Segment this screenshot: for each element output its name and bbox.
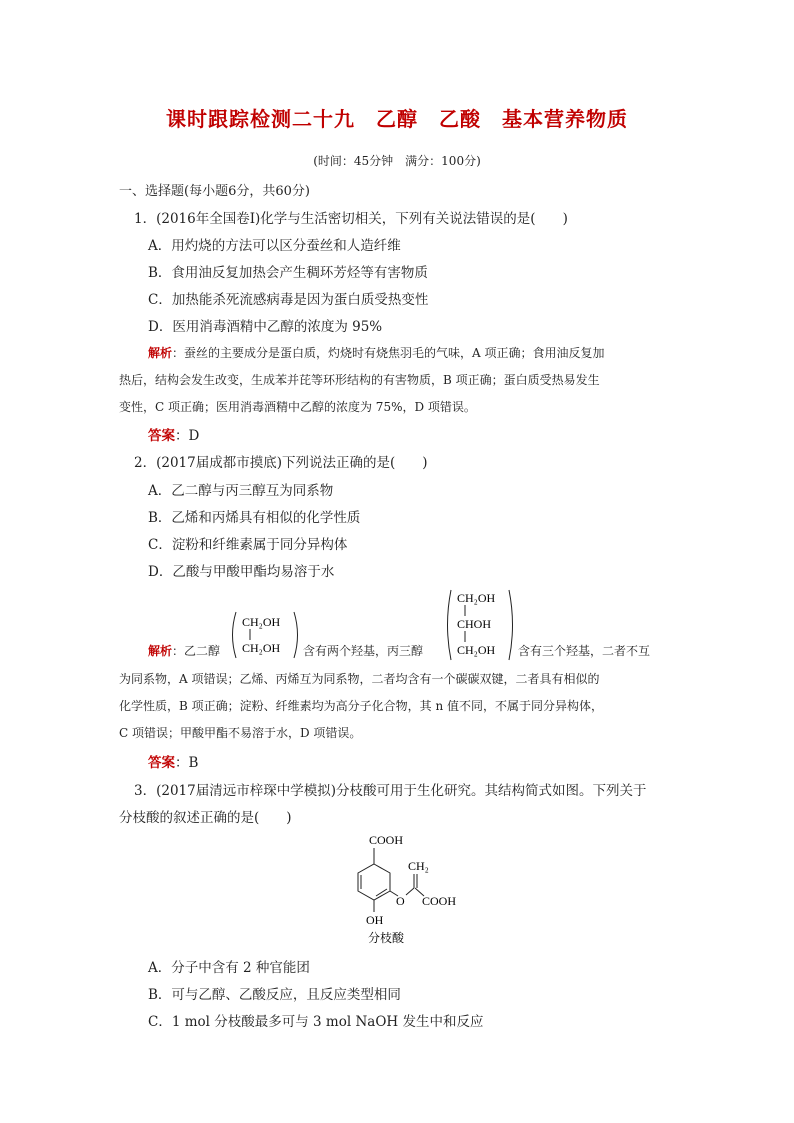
q2-explanation-post: 含有三个羟基，二者不互 xyxy=(518,644,651,658)
q3-option-a: A．分子中含有 2 种官能团 xyxy=(148,960,310,976)
struct-cooh-side: COOH xyxy=(422,894,457,908)
struct-caption: 分枝酸 xyxy=(368,931,405,945)
q3-option-c: C．1 mol 分枝酸最多可与 3 mol NaOH 发生中和反应 xyxy=(148,1014,484,1030)
q3-stem-line1: 3．(2017届清远市梓琛中学模拟)分枝酸可用于生化研究。其结构简式如图。下列关于 xyxy=(134,783,647,799)
q2-explanation-line4: C 项错误；甲酸甲酯不易溶于水，D 项错误。 xyxy=(119,726,362,740)
ring xyxy=(358,864,390,900)
page-title: 课时跟踪检测二十九 乙醇 乙酸 基本营养物质 xyxy=(166,107,628,131)
q2-option-c: C．淀粉和纤维素属于同分异构体 xyxy=(148,537,348,553)
q2-answer: 答案：B xyxy=(148,755,199,771)
chorismic-acid-structure xyxy=(336,828,476,948)
struct-ether-o: O xyxy=(396,894,405,908)
q1-option-b: B．食用油反复加热会产生稠环芳烃等有害物质 xyxy=(148,265,428,281)
explanation-label: 解析 xyxy=(148,346,173,360)
glycol-structure xyxy=(228,610,302,660)
glycerol-ch2oh-bottom: CH₂OH xyxy=(457,643,496,657)
q2-explanation-line3: 化学性质，B 项正确；淀粉、纤维素均为高分子化合物，其 n 值不同，不属于同分异构体， xyxy=(119,699,603,713)
q1-option-c: C．加热能杀死流感病毒是因为蛋白质受热变性 xyxy=(148,292,429,308)
q1-option-a: A．用灼烧的方法可以区分蚕丝和人造纤维 xyxy=(148,238,401,254)
q1-option-d: D．医用消毒酒精中乙醇的浓度为 95% xyxy=(148,319,383,335)
glycol-ch2oh-bottom: CH₂OH xyxy=(242,641,281,655)
time-score-subtitle: (时间：45分钟 满分：100分) xyxy=(313,154,481,168)
q1-explanation-line2: 热后，结构会发生改变，生成苯并芘等环形结构的有害物质，B 项正确；蛋白质受热易发生 xyxy=(119,373,600,387)
section-heading: 一、选择题(每小题6分，共60分) xyxy=(119,184,310,199)
q2-explanation-mid: 含有两个羟基，丙三醇 xyxy=(303,644,424,658)
struct-ch2: CH₂ xyxy=(408,859,429,873)
glycol-ch2oh-top: CH₂OH xyxy=(242,615,281,629)
q1-answer: 答案：D xyxy=(148,428,200,444)
q3-option-b: B．可与乙醇、乙酸反应，且反应类型相同 xyxy=(148,987,401,1003)
q1-explanation-line3: 变性，C 项正确；医用消毒酒精中乙醇的浓度为 75%，D 项错误。 xyxy=(119,400,476,414)
glycerol-structure xyxy=(443,588,517,662)
q2-option-d: D．乙酸与甲酸甲酯均易溶于水 xyxy=(148,564,335,580)
struct-cooh-top: COOH xyxy=(369,833,404,847)
q3-stem-line2: 分枝酸的叙述正确的是( ) xyxy=(119,810,292,826)
q2-explanation-pre: 解析：乙二醇 xyxy=(148,644,221,658)
struct-oh: OH xyxy=(366,913,384,927)
glycerol-choh: CHOH xyxy=(457,617,492,631)
q1-explanation-line1: 解析：蚕丝的主要成分是蛋白质，灼烧时有烧焦羽毛的气味，A 项正确；食用油反复加 xyxy=(148,346,605,360)
q2-option-a: A．乙二醇与丙三醇互为同系物 xyxy=(148,483,334,499)
q2-stem: 2．(2017届成都市摸底)下列说法正确的是( ) xyxy=(134,455,428,471)
q2-explanation-line2: 为同系物，A 项错误；乙烯、丙烯互为同系物，二者均含有一个碳碳双键，二者具有相似的 xyxy=(119,672,600,686)
answer-label: 答案 xyxy=(148,428,175,444)
glycerol-ch2oh-top: CH₂OH xyxy=(457,591,496,605)
q2-option-b: B．乙烯和丙烯具有相似的化学性质 xyxy=(148,510,361,526)
q1-stem: 1．(2016年全国卷Ⅰ)化学与生活密切相关，下列有关说法错误的是( ) xyxy=(134,211,568,227)
